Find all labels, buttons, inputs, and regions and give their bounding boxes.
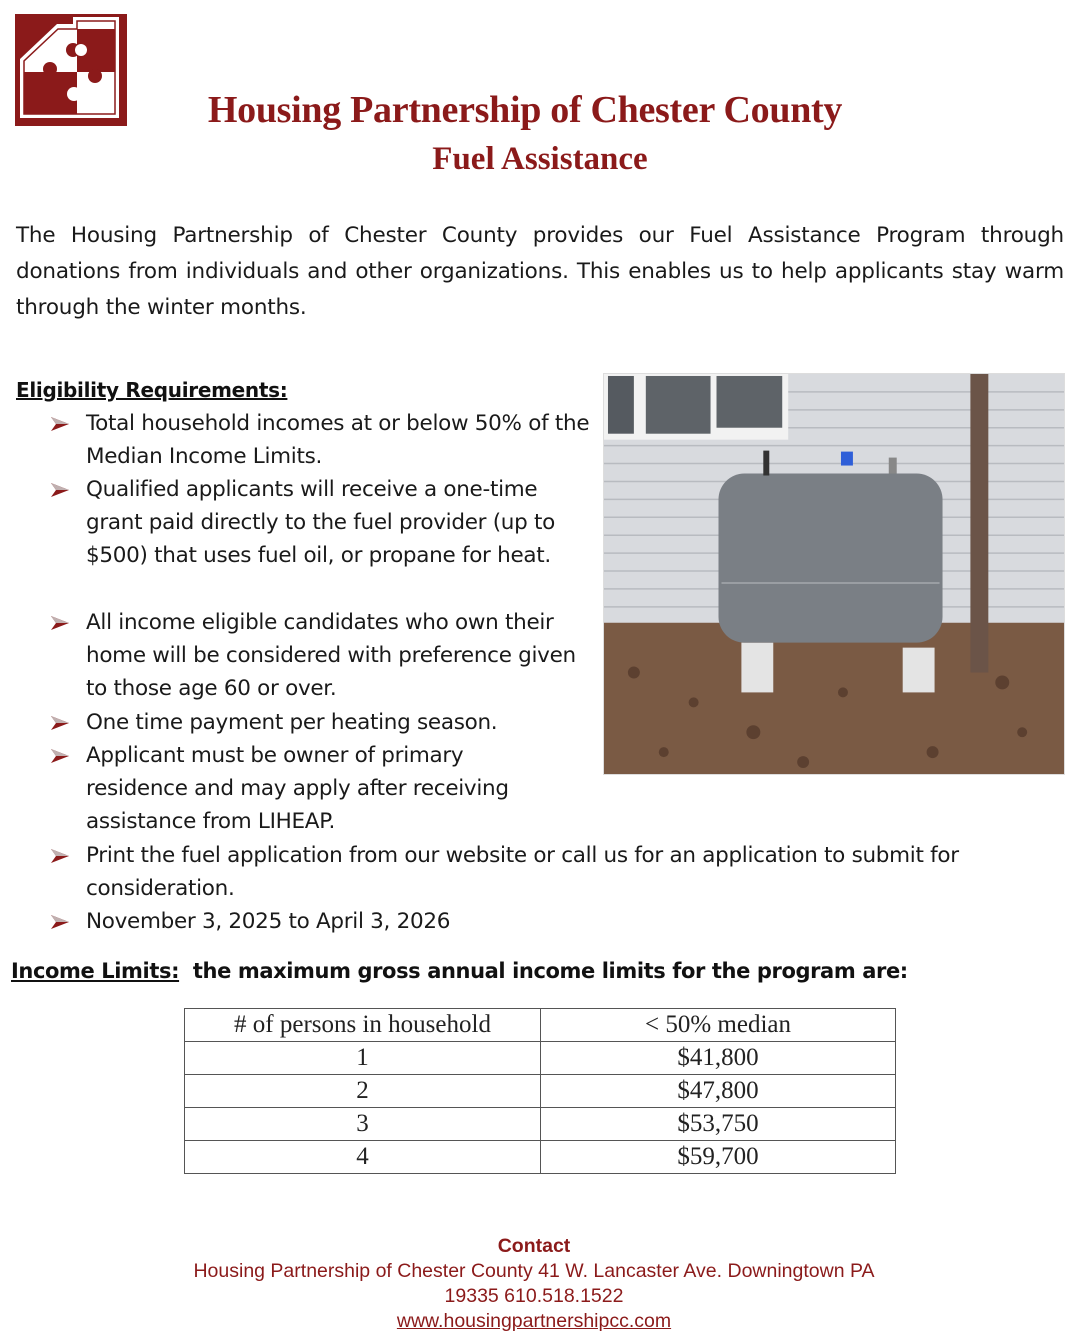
table-row — [185, 1075, 896, 1108]
housing-partnership-logo — [15, 14, 127, 126]
table-header-row — [185, 1009, 896, 1042]
arrow-bullet-icon — [50, 848, 70, 864]
arrow-bullet-icon — [50, 416, 70, 432]
eligibility-item: Total household incomes at or below 50% of the Median Income Limits. — [50, 407, 590, 473]
organization-title: Housing Partnership of Chester County — [207, 89, 843, 131]
intro-paragraph: The Housing Partnership of Chester County provides our Fuel Assistance Program through donations from individuals and other organizations. This enables us to help applicants stay warm through the winter months. — [16, 223, 1064, 320]
eligibility-item: Applicant must be owner of primary residence and may apply after receiving assistance from LIHEAP. — [50, 739, 540, 838]
website-link[interactable]: www.housingpartnershipcc.com — [396, 1310, 672, 1332]
table-row — [185, 1108, 896, 1141]
eligibility-heading: Eligibility Requirements: — [16, 378, 288, 402]
arrow-bullet-icon — [50, 482, 70, 498]
income-limits-table — [184, 1008, 896, 1174]
persons-cell: 1 — [185, 1042, 541, 1075]
eligibility-item: One time payment per heating season. — [50, 706, 595, 739]
contact-title: Contact — [497, 1235, 571, 1257]
arrow-bullet-icon — [50, 615, 70, 631]
persons-cell: 2 — [185, 1075, 541, 1108]
program-title: Fuel Assistance — [432, 141, 648, 177]
limit-cell: $47,800 — [541, 1075, 896, 1108]
arrow-bullet-icon — [50, 715, 70, 731]
contact-zip-phone: 19335 610.518.1522 — [444, 1285, 624, 1307]
eligibility-item: Qualified applicants will receive a one-time grant paid directly to the fuel provider (up to $500) that uses fuel oil, or propane for heat. — [50, 473, 595, 572]
contact-section — [0, 1234, 1068, 1334]
column-header-median: < 50% median — [541, 1009, 896, 1042]
income-limits-label: Income Limits: — [11, 959, 180, 983]
table-row — [185, 1141, 896, 1174]
limit-cell: $59,700 — [541, 1141, 896, 1174]
income-limits-description: the maximum gross annual income limits for the program are: — [192, 959, 908, 983]
eligibility-item: All income eligible candidates who own their home will be considered with preference given to those age 60 or over. — [50, 606, 595, 705]
contact-address: Housing Partnership of Chester County 41 W. Lancaster Ave. Downingtown PA — [193, 1260, 875, 1282]
fuel-tank-photo — [603, 373, 1065, 775]
persons-cell: 4 — [185, 1141, 541, 1174]
limit-cell: $53,750 — [541, 1108, 896, 1141]
eligibility-item: November 3, 2025 to April 3, 2026 — [50, 905, 950, 938]
arrow-bullet-icon — [50, 914, 70, 930]
limit-cell: $41,800 — [541, 1042, 896, 1075]
table-row — [185, 1042, 896, 1075]
arrow-bullet-icon — [50, 748, 70, 764]
column-header-persons: # of persons in household — [185, 1009, 541, 1042]
persons-cell: 3 — [185, 1108, 541, 1141]
income-limits-heading — [11, 959, 908, 983]
eligibility-item: Print the fuel application from our website or call us for an application to submit for consideration. — [50, 839, 1050, 905]
